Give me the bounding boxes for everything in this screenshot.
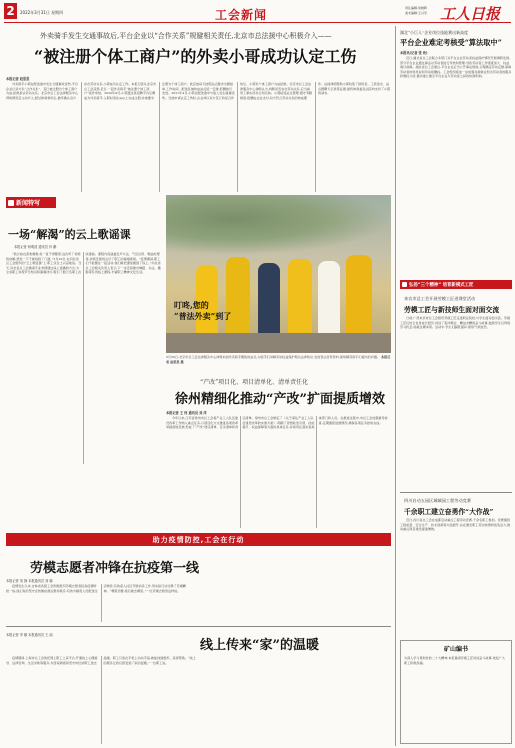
lead-headline: “被注册个体工商户”的外卖小哥成功认定工伤 (34, 47, 357, 66)
pandemic-banner (6, 533, 391, 546)
right-story1-headline: 平台企业难定考核受“算法取中” (400, 38, 502, 47)
right-story3-headline: 千余职工建立奋勇作“大作战” (404, 508, 494, 516)
section-name: 工会新闻 (215, 8, 268, 22)
left-body (6, 252, 161, 464)
lead-body (6, 82, 391, 192)
notice-title: 矿山编书 (443, 646, 468, 653)
middle-body (166, 416, 391, 528)
photo-caption-line2: “普法外卖”到了 (174, 311, 232, 321)
right-story3-body (400, 518, 512, 636)
masthead-rule (4, 22, 511, 23)
edit-info: 责任编辑:何晓晖 美术编辑:王兴学 (405, 6, 428, 15)
news-feature-tag (6, 197, 56, 208)
photo-tree (166, 195, 391, 255)
paper-logo: 工人日报 (440, 5, 501, 23)
left-byline: 本报记者 杨明清 通讯员 肖 鹏 (14, 245, 57, 249)
pandemic-story2-byline: 本报记者 李 娜 本报通讯员 王 丽 (6, 633, 53, 637)
rider-figure (288, 259, 312, 335)
right-story1-byline: 本报讯(记者 张 玫) (400, 51, 428, 55)
photo-news (166, 195, 391, 353)
right-story2-headline: 劳模工匠与新技师生面对面交流 (404, 306, 500, 314)
person-figure (318, 261, 340, 335)
pandemic-story2-text: 疫情期间,上海市总工会依托网上职工之家平台,开通线上心理疏导、法律咨询、生活求助等服务,为居家隔离和坚守岗位的职工送去温暖。职工只需在手机上动动手指,就能找到组织、获得帮助。“线上的服务让我们感受到了家的温暖。”一位职工说。 (6, 656, 196, 665)
middle-body-text: 今年以来,江苏省徐州市总工会将产业工人队伍建设改革工作纳入重点任务,以项目化方式推进各项改革举措落地见效,形成了“产改”项目清单、任务清单和责任清单。徐州市总工会制定了《关于深化产业工人队伍建设改革的实施方案》,明确了思想政治引领、技能提升、权益保障等方面的具体任务,并将责任落实到具体部门和人员。在推进过程中,市总工会加强督导检查,定期通报进展情况,确保各项任务按时完成。 (166, 416, 388, 430)
right-column-rule (395, 26, 396, 746)
right-story1-kicker: 湖北“小巨人”企业岗位技能赛出新高度 (400, 30, 469, 35)
photo-ground (166, 333, 391, 353)
right-story2-text: 日前,广西来宾市总工会组织劳模工匠走进职业院校,与学生面对面交流。劳模工匠们结合自身成长经历,讲述了爱岗敬业、精益求精的奋斗故事,鼓励学生们珍惜学习机会,练就过硬本领。活动中,学生们踊跃提问,现场气氛热烈。 (400, 316, 511, 330)
right-section-tag (400, 280, 512, 289)
pandemic-story1-body (6, 584, 391, 622)
middle-byline: 本报记者 王 伟 通讯员 刘 洋 (166, 411, 207, 415)
notice-body: 为深入学习贯彻党的二十大精神,本报邀请劳模工匠讲述奋斗故事,欢迎广大职工积极投稿。 (404, 656, 505, 665)
issue-date: 2022年3月31日 星期四 (20, 10, 64, 15)
rider-figure (226, 257, 250, 335)
news-feature-tag-label: 新闻特写 (16, 200, 41, 207)
photo-description (166, 355, 391, 373)
lead-body-text: 外卖骑手小郭在配送途中发生交通事故受伤,平台企业以双方系“合作关系”、其已被注册为个体工商户为由,拒绝承认劳动关系。北京市总工会法律服务中心得知情况后主动介入,经过仲裁和诉讼,最终确认双方存在劳动关系,小郭成功认定工伤。本报记者从北京市总工会获悉,近日,一起外卖骑手“被注册个体工商户”案件审结。2020年9月,小郭通过某招聘平台应聘成为外卖骑手,入职时需在App上完成注册,并被要求注册为个体工商户。此后他每天按照站点要求出勤接单,工作时间、配送区域均由站点统一安排,报酬按月发放。2021年4月,小郭在配送途中与他人发生碰撞受伤。当他申请认定工伤时,企业却以双方签订的是合作协议、小郭系个体工商户为由拒绝。北京市总工会法律服务中心律师认为,判断是否存在劳动关系,应当看用工事实而非合同名称。小郭接受站点管理,遵守考勤制度,报酬由企业支付,双方符合劳动关系的构成要件。法援律师帮助小郭收集了排班表、工资流水、站点群聊天记录等证据,最终仲裁委及法院均支持了小郭的请求。 (6, 82, 391, 100)
middle-kicker: “产改”项目化、项目清单化、清单责任化 (200, 379, 309, 386)
masthead (0, 0, 515, 26)
tag-icon (402, 282, 407, 287)
photo-credit: 本报记者 赵思思 摄 (166, 355, 391, 364)
officer-figure (258, 263, 280, 335)
page-number: 2 (4, 3, 17, 19)
lead-kicker: 外卖骑手发生交通事故后,平台企业以“合作关系”规避相关责任,北京市总法援中心积极介入—— (40, 32, 332, 40)
lead-byline: 本报记者 赵思思 (6, 77, 30, 81)
right-story3-text: 近日,四川省总工会在成都启动重点工程劳动竞赛,千余名职工参加。竞赛围绕工程质量、安全生产、技术创新等方面展开,旨在激发职工劳动热情和创造活力,推动重点项目建设提速增效。 (400, 518, 511, 532)
photo-caption-line1: 叮咚,您的 (174, 300, 209, 310)
right-story2-body (400, 316, 512, 488)
pandemic-divider (6, 626, 391, 627)
tag-icon (8, 200, 14, 206)
right-story3-kicker: 四川启动五园区城域园工程劳动竞赛 (404, 498, 472, 503)
pandemic-story1-byline: 本报记者 刘 静 本报通讯员 刘 娜 (6, 579, 53, 583)
right-story1-body (400, 56, 512, 270)
right-story2-kicker: 来宾市总工会开展劳模工匠进课堂活动 (404, 296, 476, 301)
photo-description-text: 3月30日,北京市总工会法律服务中心律师来到外卖骑手聚集的站点,为骑手们讲解劳动权益保护相关法律知识,发放普法宣传资料,现场解答骑手们提出的问题。 (166, 355, 381, 359)
pandemic-story2-headline: 线上传来“家”的温暖 (200, 638, 319, 653)
left-headline: 一场“解渴”的云上歌谣课 (8, 228, 131, 241)
pandemic-banner-label: 助力疫情防控,工会在行动 (152, 535, 245, 544)
pandemic-story1-text: 疫情发生以来,吉林省各级工会积极组织劳模志愿者投身疫情防控一线,他们有的坚守在核酸检测点维持秩序,有的为隔离人员配送生活物资,有的深入社区开展消杀工作,用实际行动诠释了劳模精神。“哪里需要,我们就去哪里。”一位劳模志愿者这样说。 (6, 584, 186, 593)
right-story1-text: 近日,湖北省总工会联合多部门对平台企业劳动者权益保护情况开展调研发现,部分平台企业通过算法对劳动者进行考核和管理,导致劳动者工作强度加大、权益难以保障。湖北省总工会建议,平台企业应当公开算法规则,合理确定劳动定额,保障劳动者的休息权和劳动报酬权。工会组织将进一步加强对新就业形态劳动者的服务和维权力度,推动建立健全平台企业与劳动者之间的协商机制。 (400, 56, 512, 79)
pandemic-story1-headline: 劳模志愿者冲锋在抗疫第一线 (30, 561, 200, 576)
notice-box (400, 640, 512, 744)
pandemic-story2-body (6, 656, 391, 744)
right-divider (400, 492, 512, 493)
right-section-tag-label: 弘扬“三个精神” 培育新模式工匠 (409, 282, 474, 288)
left-body-text: “我以前也喜欢唱歌,但一直不得要领,这次听了老师的讲解,感觉一下子就找到了门道。”3月29日,在河北省总工会组织的“云上歌谣课”上,职工张女士兴奋地说。当天,河北省总工会邀请专业老师通过线上直播的方式,为全省职工讲授声乐知识和演唱技巧,吸引了数万名职工在线观看。课程内容涵盖发声方法、气息运用、歌曲处理等,老师还现场点评了职工的演唱视频。“疫情期间,职工们不能聚在一起活动,我们就把课堂搬到了线上。”河北省总工会相关负责人表示,下一步还将推出舞蹈、书法、摄影等系列线上课程,丰富职工精神文化生活。 (6, 252, 161, 275)
middle-headline: 徐州精细化推动“产改”扩面提质增效 (175, 392, 385, 407)
rider-figure (346, 255, 372, 335)
